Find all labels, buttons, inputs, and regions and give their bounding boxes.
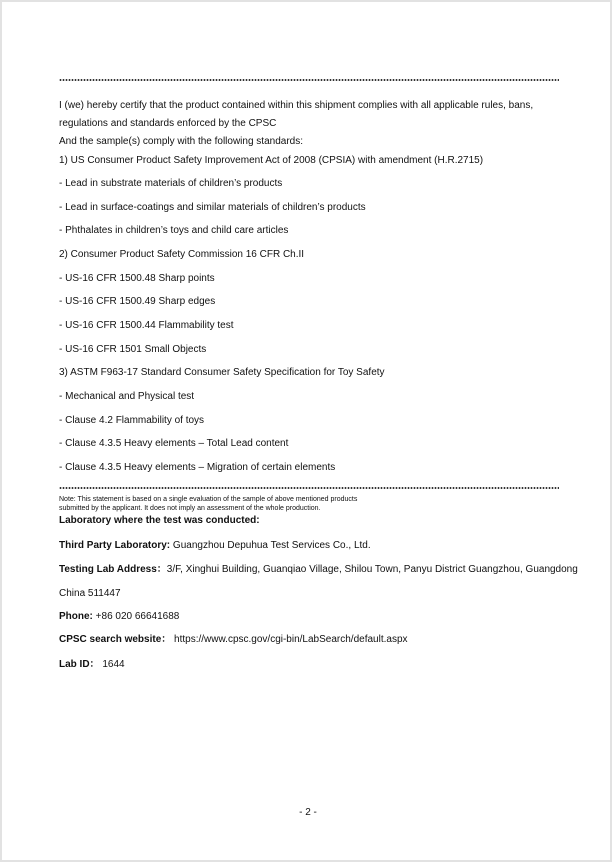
- lab-id-value: 1644: [99, 659, 125, 670]
- cpsc-search-website: [59, 634, 408, 646]
- certification-line-1: I (we) hereby certify that the product contained within this shipment complies with all applicable rules, bans,: [59, 100, 534, 111]
- certification-line-3: And the sample(s) comply with the following standards:: [59, 136, 304, 147]
- standard-item: - US-16 CFR 1500.49 Sharp edges: [59, 296, 216, 307]
- lab-phone: [59, 611, 179, 623]
- address-label: Testing Lab Address：: [59, 564, 167, 575]
- lab-heading: Laboratory where the test was conducted:: [59, 515, 260, 526]
- standard-item: 2) Consumer Product Safety Commission 16 CFR Ch.II: [59, 249, 305, 260]
- standard-item: - US-16 CFR 1501 Small Objects: [59, 344, 207, 355]
- page-number: - 2 -: [299, 807, 317, 818]
- lab-id: [59, 659, 125, 671]
- standard-item: 1) US Consumer Product Safety Improvement Act of 2008 (CPSIA) with amendment (H.R.2715): [59, 155, 484, 166]
- asterisk-divider-top: [59, 78, 559, 82]
- standard-item: - Lead in surface-coatings and similar materials of children’s products: [59, 202, 366, 213]
- standard-item: - Lead in substrate materials of children’s products: [59, 178, 283, 189]
- third-party-lab: [59, 540, 371, 552]
- standard-item: - US-16 CFR 1500.48 Sharp points: [59, 273, 215, 284]
- standard-item: - Clause 4.2 Flammability of toys: [59, 415, 205, 426]
- cpsc-link[interactable]: https://www.cpsc.gov/cgi-bin/LabSearch/default.aspx: [171, 634, 408, 645]
- standard-item: - Mechanical and Physical test: [59, 391, 195, 402]
- standard-item: 3) ASTM F963-17 Standard Consumer Safety Specification for Toy Safety: [59, 367, 385, 378]
- third-party-lab-value: Guangzhou Depuhua Test Services Co., Ltd.: [170, 540, 371, 551]
- phone-value: +86 020 66641688: [92, 611, 180, 622]
- lab-id-label: Lab ID：: [59, 659, 100, 670]
- third-party-lab-label: Third Party Laboratory:: [59, 540, 171, 551]
- standard-item: - Clause 4.3.5 Heavy elements – Total Lead content: [59, 438, 289, 449]
- address-value: 3/F, Xinghui Building, Guanqiao Village, Shilou Town, Panyu District Guangzhou, Guangdong: [166, 564, 578, 575]
- address-line-2: China 511447: [59, 588, 121, 599]
- testing-lab-address: [59, 564, 578, 576]
- standard-item: - Clause 4.3.5 Heavy elements – Migration of certain elements: [59, 462, 336, 473]
- cpsc-label: CPSC search website：: [59, 634, 172, 645]
- phone-label: Phone:: [59, 611, 93, 622]
- standard-item: - Phthalates in children’s toys and child care articles: [59, 225, 289, 236]
- note-line-2: submitted by the applicant. It does not imply an assessment of the whole production.: [59, 505, 321, 512]
- note-line-1: Note: This statement is based on a single evaluation of the sample of above mentioned products: [59, 496, 358, 503]
- asterisk-divider-bottom: [59, 486, 559, 490]
- standard-item: - US-16 CFR 1500.44 Flammability test: [59, 320, 234, 331]
- certification-line-2: regulations and standards enforced by the CPSC: [59, 118, 277, 129]
